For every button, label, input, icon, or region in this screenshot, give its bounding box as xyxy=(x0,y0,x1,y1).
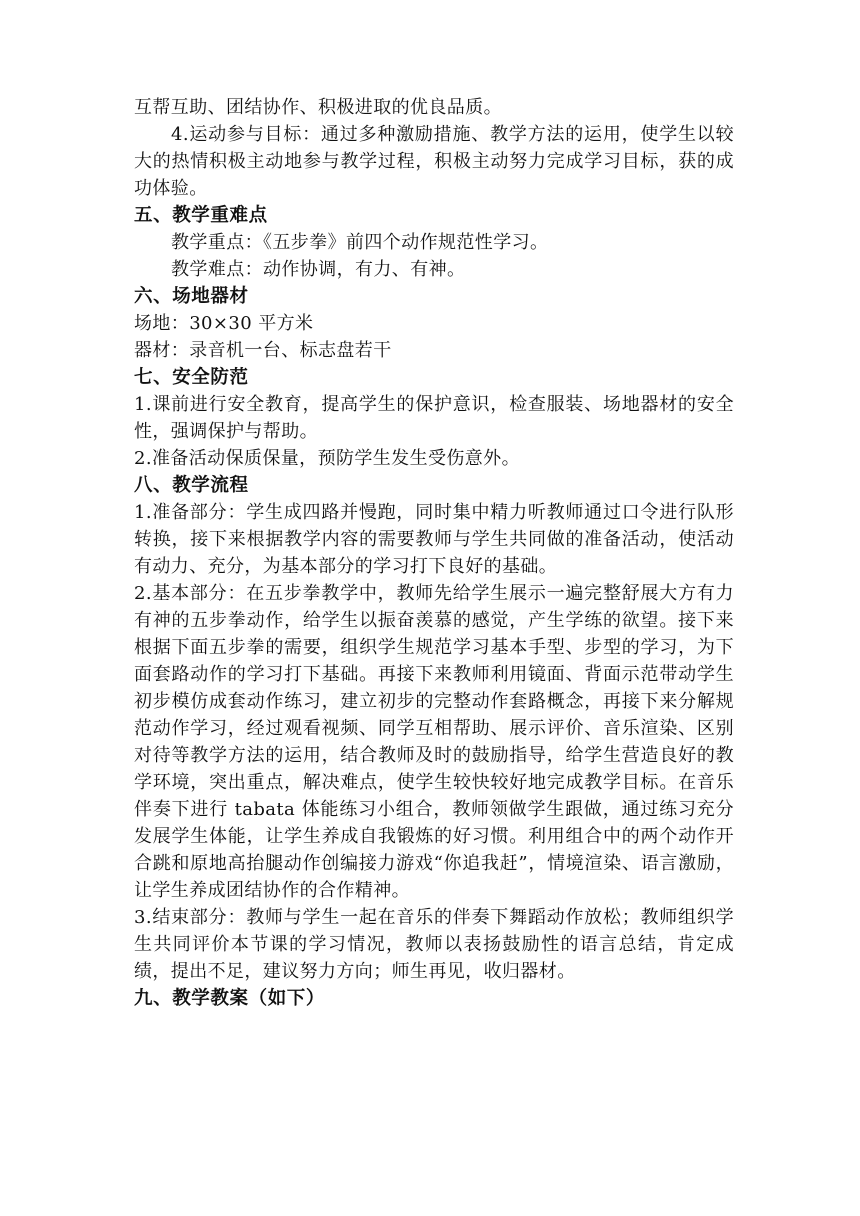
goal3-continuation: 互帮互助、团结协作、积极进取的优良品质。 xyxy=(134,97,502,118)
safety-item-2: 2.准备活动保质保量，预防学生发生受伤意外。 xyxy=(134,448,520,469)
goal4-paragraph: 4.运动参与目标：通过多种激励措施、教学方法的运用，使学生以较大的热情积极主动地参与教学过程，积极主动努力完成学习目标，获的成功体验。 xyxy=(134,124,734,199)
section8-heading: 八、教学流程 xyxy=(134,475,249,496)
section9-heading: 九、教学教案（如下） xyxy=(134,988,326,1009)
venue-line: 场地：30×30 平方米 xyxy=(134,313,314,334)
equipment-line: 器材：录音机一台、标志盘若干 xyxy=(134,340,392,361)
flow-item-1: 1.准备部分：学生成四路并慢跑，同时集中精力听教师通过口令进行队形转换，接下来根据教学内容的需要教师与学生共同做的准备活动，使活动有动力、充分，为基本部分的学习打下良好的基础。 xyxy=(134,502,734,577)
teaching-difficulty: 教学难点：动作协调，有力、有神。 xyxy=(171,259,466,280)
safety-item-1: 1.课前进行安全教育，提高学生的保护意识，检查服装、场地器材的安全性，强调保护与帮助。 xyxy=(134,394,734,442)
flow-item-3: 3.结束部分：教师与学生一起在音乐的伴奏下舞蹈动作放松；教师组织学生共同评价本节课的学习情况，教师以表扬鼓励性的语言总结，肯定成绩，提出不足，建议努力方向；师生再见，收归器材。 xyxy=(134,907,734,982)
section5-heading: 五、教学重难点 xyxy=(134,205,268,226)
section6-heading: 六、场地器材 xyxy=(134,286,249,307)
flow-item-2: 2.基本部分：在五步拳教学中，教师先给学生展示一遍完整舒展大方有力有神的五步拳动作，给学生以振奋羡慕的感觉，产生学练的欲望。接下来根据下面五步拳的需要，组织学生规范学习基本手型、步型的学习，为下面套路动作的学习打下基础。再接下来教师利用镜面、背面示范带动学生初步模仿成套动作练习，建立初步的完整动作套路概念，再接下来分解规范动作学习，经过观看视频、同学互相帮助、展示评价、音乐渲染、区别对待等教学方法的运用，结合教师及时的鼓励指导，给学生营造良好的教学环境，突出重点，解决难点，使学生较快较好地完成教学目标。在音乐伴奏下进行 tabata 体能练习小组合，教师领做学生跟做，通过练习充分发展学生体能，让学生养成自我锻炼的好习惯。利用组合中的两个动作开合跳和原地高抬腿动作创编接力游戏“你追我赶”，情境渲染、语言激励，让学生养成团结协作的合作精神。 xyxy=(134,583,734,901)
document-page xyxy=(134,94,734,1012)
section7-heading: 七、安全防范 xyxy=(134,367,249,388)
teaching-key-point: 教学重点：《五步拳》前四个动作规范性学习。 xyxy=(171,232,549,253)
